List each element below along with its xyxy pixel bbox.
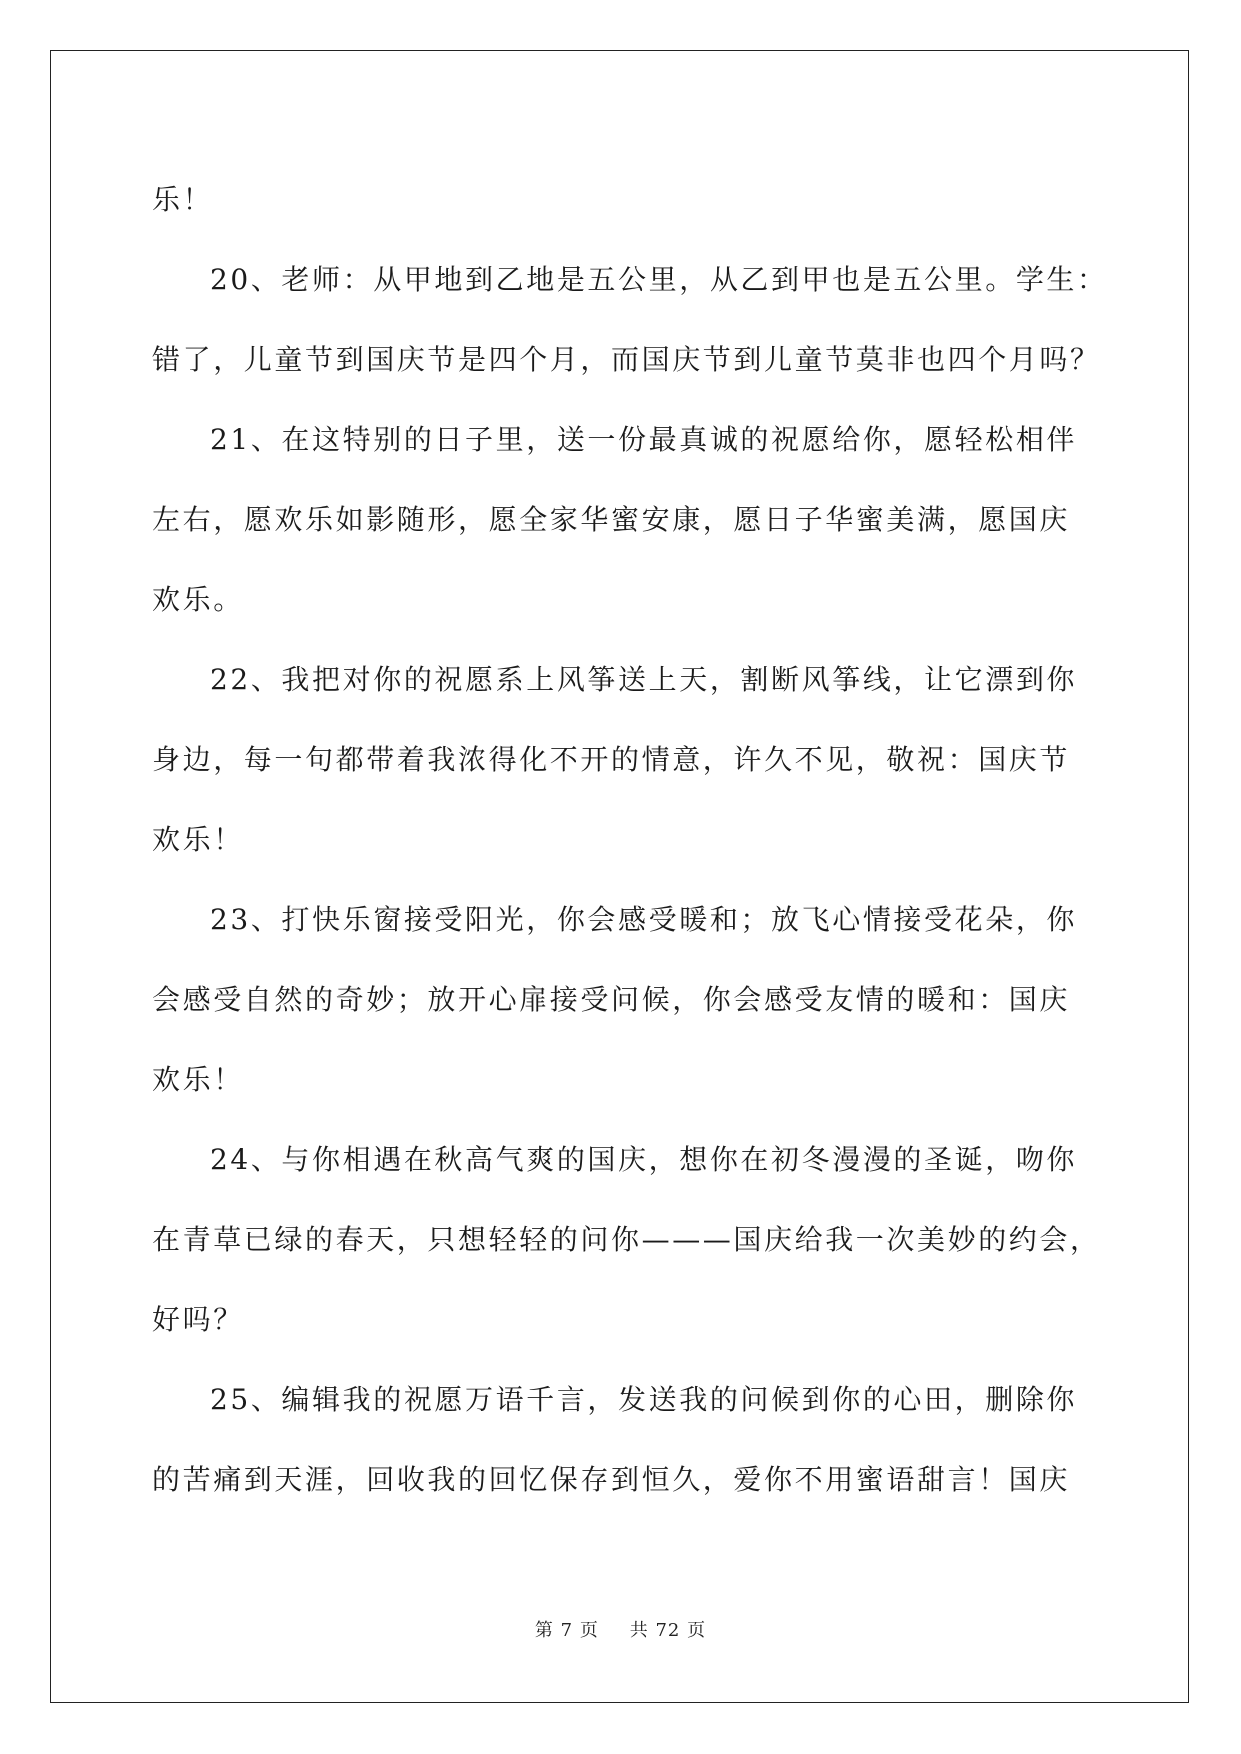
text-line: 好吗？ xyxy=(152,1303,244,1336)
text-line: 错了，儿童节到国庆节是四个月，而国庆节到儿童节莫非也四个月吗？ xyxy=(152,343,1101,376)
text-line: 22、我把对你的祝愿系上风筝送上天，割断风筝线，让它漂到你 xyxy=(210,663,1078,696)
page-total: 共 72 页 xyxy=(629,1620,707,1641)
text-line: 身边，每一句都带着我浓得化不开的情意，许久不见，敬祝：国庆节 xyxy=(152,743,1071,776)
text-line: 23、打快乐窗接受阳光，你会感受暖和；放飞心情接受花朵，你 xyxy=(210,903,1078,936)
text-line: 欢乐！ xyxy=(152,823,244,856)
text-line: 乐！ xyxy=(152,183,214,216)
document-body xyxy=(152,160,1108,1520)
text-line: 会感受自然的奇妙；放开心扉接受问候，你会感受友情的暖和：国庆 xyxy=(152,983,1071,1016)
text-line: 欢乐！ xyxy=(152,1063,244,1096)
text-line: 在青草已绿的春天，只想轻轻的问你———国庆给我一次美妙的约会， xyxy=(152,1223,1101,1256)
text-line: 的苦痛到天涯，回收我的回忆保存到恒久，爱你不用蜜语甜言！国庆 xyxy=(152,1463,1071,1496)
text-line: 21、在这特别的日子里，送一份最真诚的祝愿给你，愿轻松相伴 xyxy=(210,423,1078,456)
text-line: 欢乐。 xyxy=(152,583,244,616)
text-line: 20、老师：从甲地到乙地是五公里，从乙到甲也是五公里。学生： xyxy=(210,263,1108,296)
text-line: 左右，愿欢乐如影随形，愿全家华蜜安康，愿日子华蜜美满，愿国庆 xyxy=(152,503,1071,536)
text-line: 24、与你相遇在秋高气爽的国庆，想你在初冬漫漫的圣诞，吻你 xyxy=(210,1143,1078,1176)
text-line: 25、编辑我的祝愿万语千言，发送我的问候到你的心田，删除你 xyxy=(210,1383,1078,1416)
page-number: 第 7 页 xyxy=(534,1620,599,1641)
page-footer xyxy=(0,1616,1241,1642)
